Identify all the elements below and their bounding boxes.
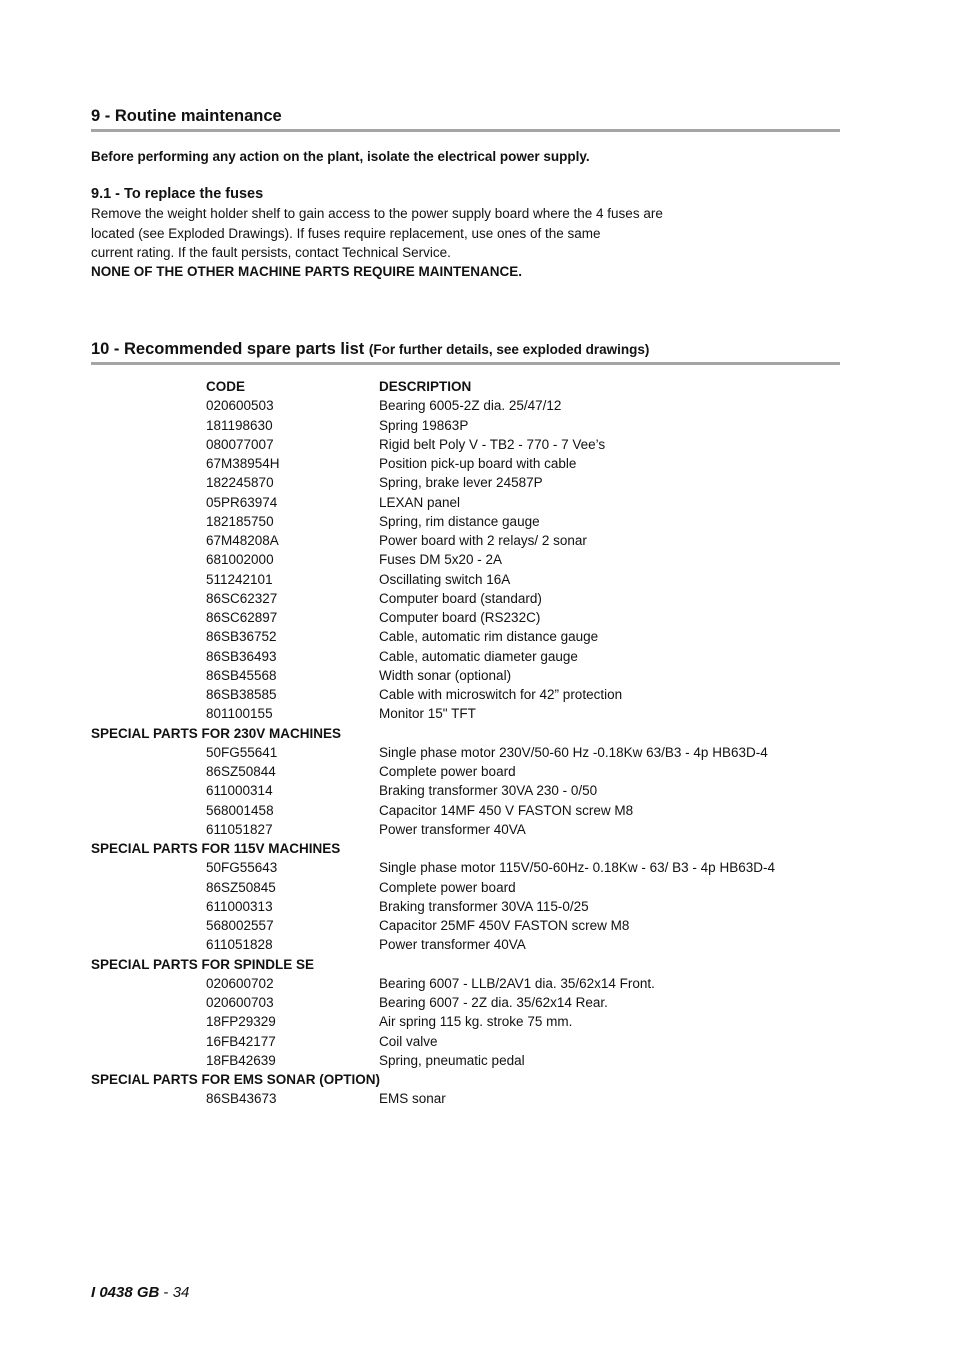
part-code: 181198630 — [206, 417, 273, 433]
table-row — [91, 591, 851, 610]
section-10-rule — [91, 362, 840, 365]
part-code: 86SB36493 — [206, 648, 277, 664]
part-description: Cable with microswitch for 42” protection — [379, 687, 623, 702]
part-description: Single phase motor 230V/50-60 Hz -0.18Kw 63/B3 - 4p HB63D-4 — [379, 744, 768, 760]
part-description: Capacitor 25MF 450V FASTON screw M8 — [379, 918, 630, 933]
table-row — [91, 1091, 851, 1110]
column-header-description: DESCRIPTION — [379, 379, 472, 394]
part-code: 020600703 — [206, 995, 274, 1010]
part-code: 611000314 — [206, 783, 273, 799]
table-row — [91, 764, 851, 783]
maintenance-notice: NONE OF THE OTHER MACHINE PARTS REQUIRE MAINTENANCE. — [91, 264, 523, 279]
part-code: 801100155 — [206, 706, 273, 722]
part-description: Braking transformer 30VA 115-0/25 — [379, 898, 589, 914]
part-description: Complete power board — [379, 764, 516, 779]
part-description: Bearing 6005-2Z dia. 25/47/12 — [379, 398, 562, 414]
part-code: 86SC62327 — [206, 590, 278, 606]
part-code: 67M48208A — [206, 533, 279, 548]
part-description: Spring, brake lever 24587P — [379, 475, 543, 491]
spare-parts-table — [91, 379, 851, 1111]
document-code: I 0438 GB — [91, 1284, 160, 1301]
part-code: 182245870 — [206, 475, 274, 491]
part-description: Capacitor 14MF 450 V FASTON screw M8 — [379, 802, 634, 818]
table-row — [91, 398, 851, 417]
group-header-row — [91, 726, 851, 745]
section-10-title-note: (For further details, see exploded drawings) — [368, 342, 650, 357]
part-description: Coil valve — [379, 1033, 438, 1049]
part-description: EMS sonar — [379, 1091, 446, 1107]
part-description: Cable, automatic rim distance gauge — [379, 629, 599, 645]
part-description: Computer board (standard) — [379, 590, 542, 606]
page-number: 34 — [172, 1284, 190, 1301]
group-title: SPECIAL PARTS FOR 230V MACHINES — [91, 725, 342, 741]
table-row — [91, 475, 851, 494]
part-description: Oscillating switch 16A — [379, 571, 511, 587]
part-code: 05PR63974 — [206, 494, 278, 510]
part-description: Rigid belt Poly V - TB2 - 770 - 7 Vee’s — [379, 436, 606, 452]
table-row — [91, 1014, 851, 1033]
part-code: 611051828 — [206, 937, 273, 953]
part-code: 18FP29329 — [206, 1014, 276, 1030]
table-row — [91, 687, 851, 706]
table-row — [91, 533, 851, 552]
group-title: SPECIAL PARTS FOR EMS SONAR (OPTION) — [91, 1072, 381, 1087]
table-row — [91, 495, 851, 514]
part-code: 182185750 — [206, 513, 274, 529]
part-code: 86SC62897 — [206, 610, 278, 625]
group-header-row — [91, 841, 851, 860]
part-description: Spring, pneumatic pedal — [379, 1052, 525, 1068]
part-description: Braking transformer 30VA 230 - 0/50 — [379, 783, 598, 799]
table-row — [91, 1034, 851, 1053]
footer-separator: - — [159, 1284, 173, 1301]
body-line-2: located (see Exploded Drawings). If fuses require replacement, use ones of the same — [91, 226, 601, 241]
table-row — [91, 629, 851, 648]
table-row — [91, 668, 851, 687]
part-code: 511242101 — [206, 571, 273, 587]
table-row — [91, 745, 851, 764]
part-code: 50FG55641 — [206, 744, 278, 760]
section-10-title-text: 10 - Recommended spare parts list — [91, 340, 365, 358]
part-code: 50FG55643 — [206, 860, 278, 876]
part-description: Power transformer 40VA — [379, 937, 526, 953]
table-row — [91, 899, 851, 918]
table-row — [91, 514, 851, 533]
table-row — [91, 437, 851, 456]
section-10-title — [91, 340, 649, 359]
table-row — [91, 706, 851, 725]
part-code: 86SB45568 — [206, 667, 277, 683]
column-header-code: CODE — [206, 379, 246, 394]
part-code: 568001458 — [206, 802, 274, 818]
table-row — [91, 880, 851, 899]
table-row — [91, 937, 851, 956]
part-description: Spring 19863P — [379, 417, 469, 433]
table-row — [91, 995, 851, 1014]
group-title: SPECIAL PARTS FOR 115V MACHINES — [91, 841, 341, 856]
table-row — [91, 610, 851, 629]
group-header-row — [91, 1072, 851, 1091]
table-row — [91, 822, 851, 841]
part-description: Width sonar (optional) — [379, 667, 512, 683]
body-line-3: current rating. If the fault persists, contact Technical Service. — [91, 245, 451, 260]
part-description: Fuses DM 5x20 - 2A — [379, 552, 503, 568]
part-description: Bearing 6007 - 2Z dia. 35/62x14 Rear. — [379, 995, 608, 1010]
part-code: 86SB43673 — [206, 1091, 277, 1107]
part-description: Power transformer 40VA — [379, 821, 526, 837]
table-row — [91, 918, 851, 937]
part-code: 18FB42639 — [206, 1052, 276, 1068]
part-description: LEXAN panel — [379, 494, 461, 510]
part-code: 67M38954H — [206, 456, 280, 471]
part-description: Complete power board — [379, 879, 516, 895]
part-description: Single phase motor 115V/50-60Hz- 0.18Kw - 63/ B3 - 4p HB63D-4 — [379, 860, 775, 876]
part-code: 86SZ50845 — [206, 879, 276, 895]
table-row — [91, 976, 851, 995]
group-header-row — [91, 957, 851, 976]
part-code: 86SB38585 — [206, 687, 277, 702]
table-row — [91, 572, 851, 591]
table-row — [91, 1053, 851, 1072]
part-code: 020600702 — [206, 975, 274, 991]
part-code: 611000313 — [206, 898, 273, 914]
table-row — [91, 649, 851, 668]
section-9-title: 9 - Routine maintenance — [91, 107, 282, 125]
part-description: Computer board (RS232C) — [379, 610, 541, 625]
subsection-9-1-title: 9.1 - To replace the fuses — [91, 186, 264, 202]
part-description: Air spring 115 kg. stroke 75 mm. — [379, 1014, 573, 1030]
part-description: Position pick-up board with cable — [379, 456, 577, 471]
part-description: Bearing 6007 - LLB/2AV1 dia. 35/62x14 Front. — [379, 975, 655, 991]
part-code: 020600503 — [206, 398, 274, 414]
part-code: 568002557 — [206, 918, 274, 933]
table-row — [91, 418, 851, 437]
table-header — [91, 379, 851, 398]
table-row — [91, 783, 851, 802]
part-description: Cable, automatic diameter gauge — [379, 648, 578, 664]
part-description: Power board with 2 relays/ 2 sonar — [379, 533, 587, 548]
part-code: 86SB36752 — [206, 629, 277, 645]
part-code: 16FB42177 — [206, 1033, 276, 1049]
table-row — [91, 803, 851, 822]
group-title: SPECIAL PARTS FOR SPINDLE SE — [91, 956, 315, 972]
table-row — [91, 552, 851, 571]
part-code: 080077007 — [206, 436, 274, 452]
part-code: 86SZ50844 — [206, 764, 276, 779]
part-code: 681002000 — [206, 552, 274, 568]
section-9-rule — [91, 129, 840, 132]
table-row — [91, 456, 851, 475]
part-description: Spring, rim distance gauge — [379, 513, 540, 529]
part-code: 611051827 — [206, 821, 273, 837]
body-line-1: Remove the weight holder shelf to gain access to the power supply board where the 4 fuses are — [91, 206, 663, 221]
safety-warning: Before performing any action on the plant, isolate the electrical power supply. — [91, 149, 590, 164]
page-footer — [91, 1284, 189, 1301]
part-description: Monitor 15" TFT — [379, 706, 476, 722]
table-row — [91, 860, 851, 879]
